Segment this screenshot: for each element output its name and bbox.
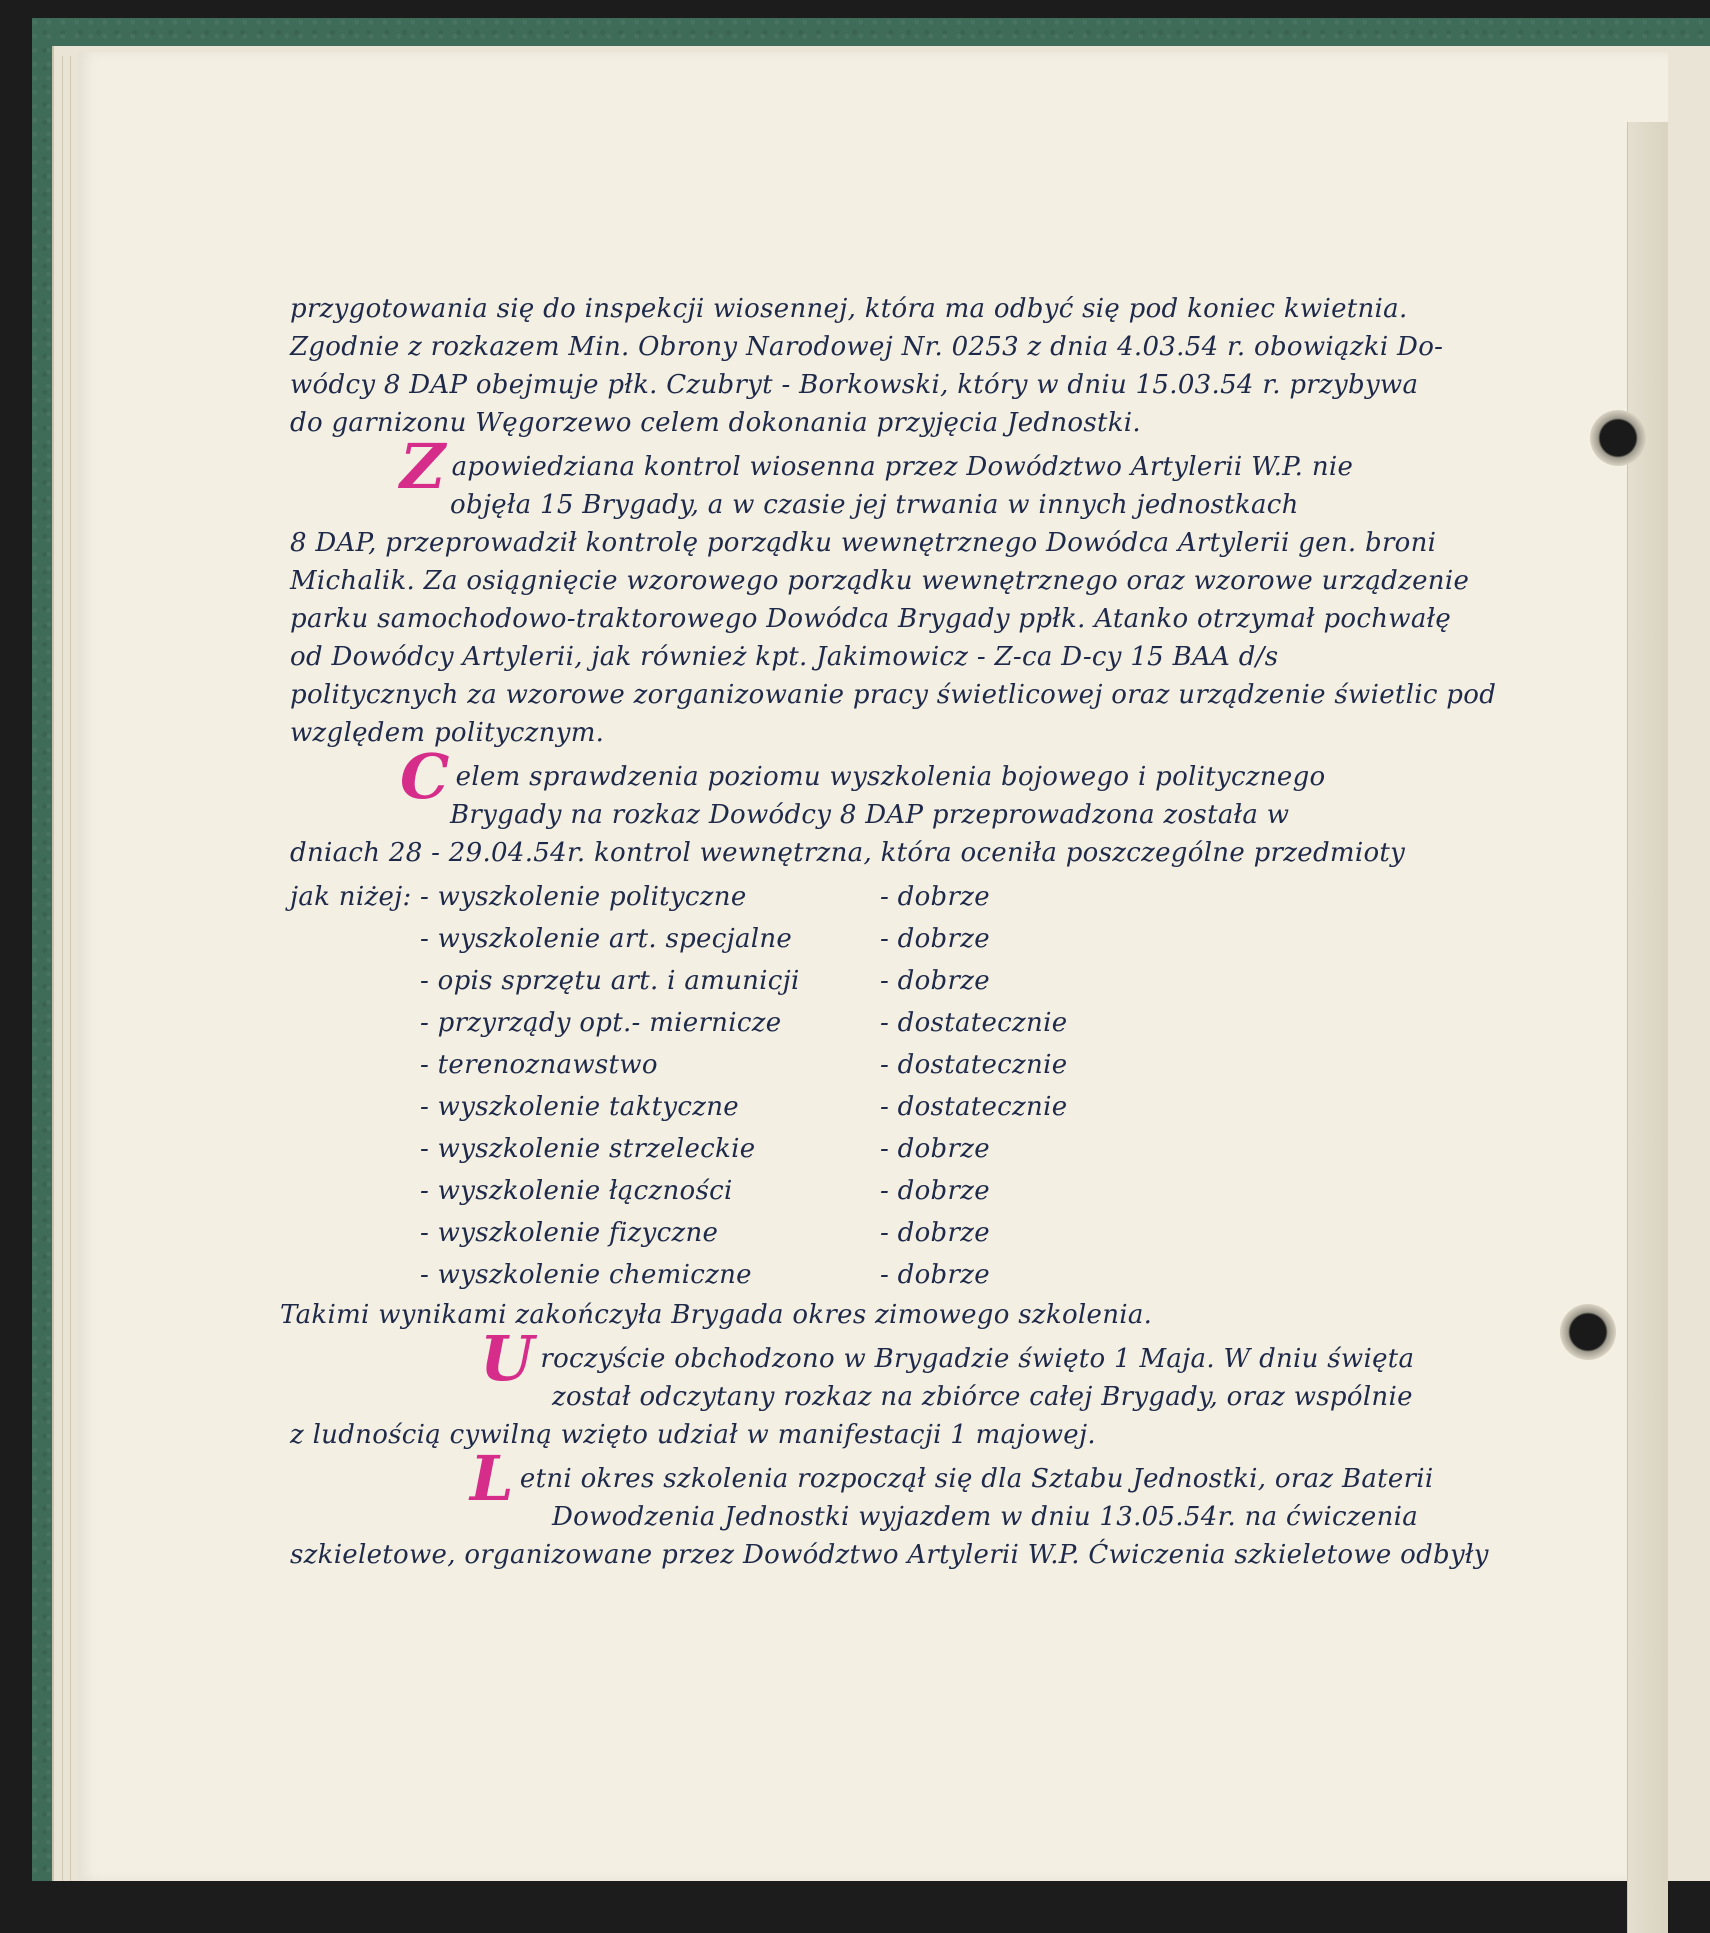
punch-hole-bottom — [1560, 1304, 1616, 1360]
text-line: Zgodnie z rozkazem Min. Obrony Narodowej Nr. 0253 z dnia 4.03.54 r. obowiązki Do- — [290, 332, 1444, 362]
text-line: 8 DAP, przeprowadził kontrolę porządku wewnętrznego Dowódca Artylerii gen. broni — [290, 528, 1437, 558]
paragraph-intro — [290, 290, 1490, 442]
grade-row: - wyszkolenie taktyczne - dostatecznie — [420, 1092, 1068, 1122]
handwritten-text — [280, 290, 1497, 1574]
text-line: przygotowania się do inspekcji wiosennej, która ma odbyć się pod koniec kwietnia. — [290, 294, 1408, 324]
text-line: dniach 28 - 29.04.54r. kontrol wewnętrzna, która oceniła poszczególne przedmioty — [290, 838, 1406, 868]
paragraph-inspection — [290, 430, 1497, 752]
text-line: apowiedziana kontrol wiosenna przez Dowództwo Artylerii W.P. nie — [451, 452, 1354, 482]
grade-row: - terenoznawstwo - dostatecznie — [420, 1050, 1068, 1080]
text-line: został odczytany rozkaz na zbiórce całej Brygady, oraz wspólnie — [552, 1382, 1413, 1412]
drop-cap: Z — [400, 430, 446, 503]
paragraph-summer — [290, 1442, 1490, 1574]
text-line: objęła 15 Brygady, a w czasie jej trwania w innych jednostkach — [450, 490, 1299, 520]
grade-row: - opis sprzętu art. i amunicji - dobrze — [420, 966, 990, 996]
paragraph-control — [290, 740, 1490, 872]
grade-row: jak niżej: - wyszkolenie polityczne - dobrze — [290, 876, 1490, 918]
next-page-edge — [1627, 122, 1668, 1933]
text-line: z ludnością cywilną wzięto udział w manifestacji 1 majowej. — [290, 1420, 1096, 1450]
grade-row: - wyszkolenie chemiczne - dobrze — [420, 1260, 990, 1290]
text-line: elem sprawdzenia poziomu wyszkolenia bojowego i politycznego — [455, 762, 1326, 792]
text-line: Michalik. Za osiągnięcie wzorowego porządku wewnętrznego oraz wzorowe urządzenie — [290, 566, 1470, 596]
text-line: roczyście obchodzono w Brygadzie święto 1 Maja. W dniu święta — [540, 1344, 1415, 1374]
drop-cap: C — [400, 740, 450, 813]
text-line: szkieletowe, organizowane przez Dowództwo Artylerii W.P. Ćwiczenia szkieletowe odbyły — [290, 1540, 1489, 1570]
grades-list — [290, 876, 1490, 1296]
grade-row: - wyszkolenie fizyczne - dobrze — [420, 1218, 990, 1248]
text-line: względem politycznym. — [290, 718, 605, 748]
grade-row: - wyszkolenie art. specjalne - dobrze — [420, 924, 990, 954]
drop-cap: L — [470, 1442, 514, 1515]
grade-row: - wyszkolenie łączności - dobrze — [420, 1176, 990, 1206]
grade-row: - wyszkolenie strzeleckie - dobrze — [420, 1134, 990, 1164]
text-line: etni okres szkolenia rozpoczął się dla Sztabu Jednostki, oraz Baterii — [519, 1464, 1434, 1494]
text-line: Brygady na rozkaz Dowódcy 8 DAP przeprowadzona została w — [450, 800, 1290, 830]
punch-hole-top — [1590, 410, 1646, 466]
text-line: parku samochodowo-traktorowego Dowódca Brygady ppłk. Atanko otrzymał pochwałę — [290, 604, 1452, 634]
text-line: politycznych za wzorowe zorganizowanie pracy świetlicowej oraz urządzenie świetlic pod — [290, 680, 1497, 710]
text-line: wódcy 8 DAP obejmuje płk. Czubryt - Borkowski, który w dniu 15.03.54 r. przybywa — [290, 370, 1419, 400]
paragraph-may-day — [290, 1322, 1490, 1454]
summary-line: Takimi wynikami zakończyła Brygada okres zimowego szkolenia. — [280, 1300, 1153, 1330]
text-line: do garnizonu Węgorzewo celem dokonania przyjęcia Jednostki. — [290, 408, 1141, 438]
drop-cap: U — [480, 1322, 535, 1395]
grade-row: - przyrządy opt.- miernicze - dostatecznie — [420, 1008, 1068, 1038]
grades-label: jak niżej: — [290, 882, 412, 912]
text-line: od Dowódcy Artylerii, jak również kpt. Jakimowicz - Z-ca D-cy 15 BAA d/s — [290, 642, 1279, 672]
text-line: Dowodzenia Jednostki wyjazdem w dniu 13.05.54r. na ćwiczenia — [552, 1502, 1419, 1532]
